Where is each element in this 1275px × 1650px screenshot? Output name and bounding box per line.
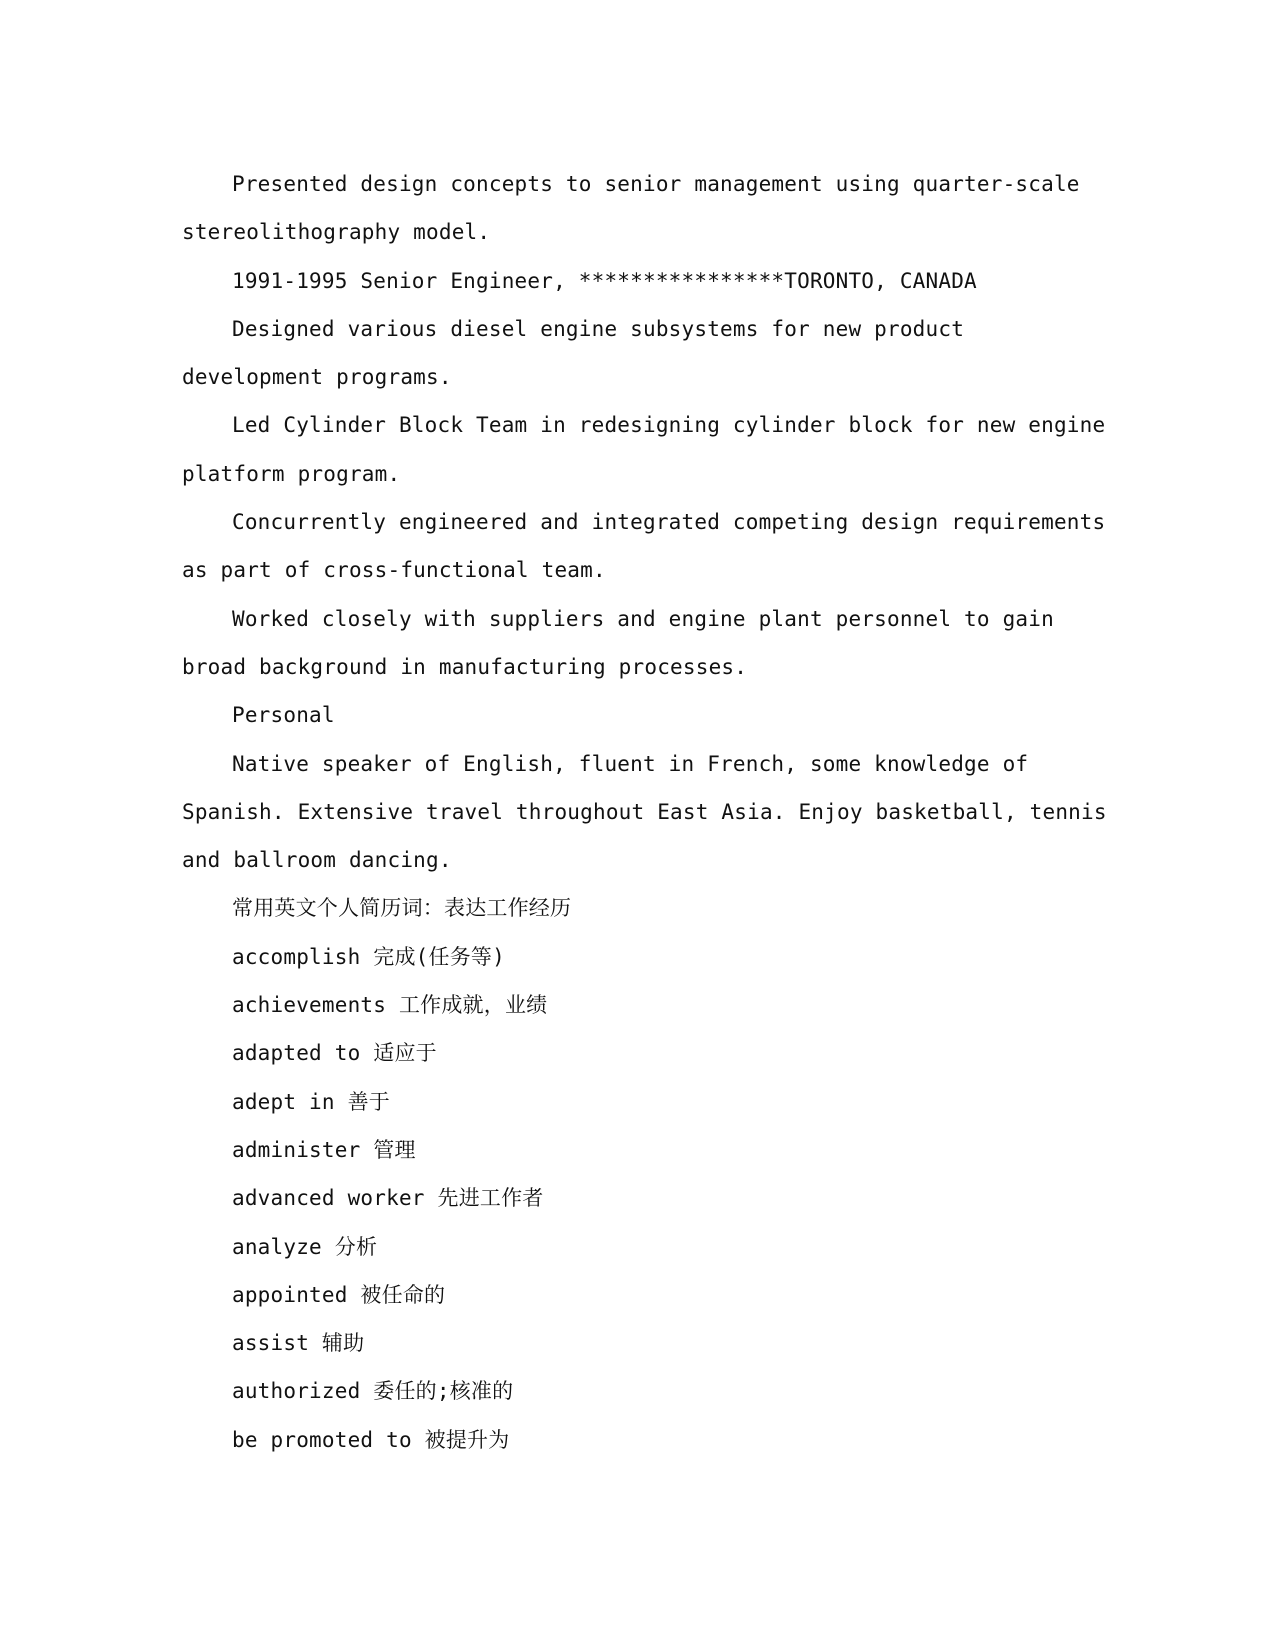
vocab-item: appointed 被任命的 bbox=[232, 1282, 446, 1307]
vocab-item: assist 辅助 bbox=[232, 1331, 365, 1356]
vocab-item: achievements 工作成就，业绩 bbox=[232, 993, 548, 1018]
paragraph-line: Worked closely with suppliers and engine plant personnel to gain bbox=[232, 606, 1054, 631]
paragraph-line: Native speaker of English, fluent in French, some knowledge of bbox=[232, 751, 1029, 776]
vocab-item: analyze 分析 bbox=[232, 1234, 378, 1259]
vocab-item: authorized 委任的;核准的 bbox=[232, 1379, 514, 1404]
document-body bbox=[182, 160, 1107, 1464]
paragraph-line: development programs. bbox=[182, 365, 452, 390]
vocab-item: administer 管理 bbox=[232, 1137, 416, 1162]
paragraph-line: and ballroom dancing. bbox=[182, 848, 452, 873]
paragraph-line: Spanish. Extensive travel throughout East Asia. Enjoy basketball, tennis bbox=[182, 799, 1107, 824]
vocab-item: be promoted to 被提升为 bbox=[232, 1427, 510, 1452]
vocab-item: adept in 善于 bbox=[232, 1089, 390, 1114]
paragraph-line: Designed various diesel engine subsystems for new product bbox=[232, 316, 965, 341]
paragraph-line: as part of cross-functional team. bbox=[182, 558, 606, 583]
section-heading: Personal bbox=[232, 703, 335, 728]
job-heading-line: 1991-1995 Senior Engineer, ****************TORONTO, CANADA bbox=[232, 268, 977, 293]
vocab-item: adapted to 适应于 bbox=[232, 1041, 437, 1066]
paragraph-line: broad background in manufacturing processes. bbox=[182, 654, 748, 679]
paragraph-line: platform program. bbox=[182, 461, 401, 486]
paragraph-line: Presented design concepts to senior management using quarter-scale bbox=[232, 172, 1080, 196]
paragraph-line: Concurrently engineered and integrated competing design requirements bbox=[232, 510, 1106, 535]
vocab-item: accomplish 完成(任务等) bbox=[232, 944, 505, 969]
vocab-heading: 常用英文个人简历词：表达工作经历 bbox=[232, 896, 572, 921]
paragraph-line: Led Cylinder Block Team in redesigning cylinder block for new engine bbox=[232, 413, 1106, 438]
paragraph-line: stereolithography model. bbox=[182, 220, 491, 245]
vocab-item: advanced worker 先进工作者 bbox=[232, 1186, 544, 1211]
